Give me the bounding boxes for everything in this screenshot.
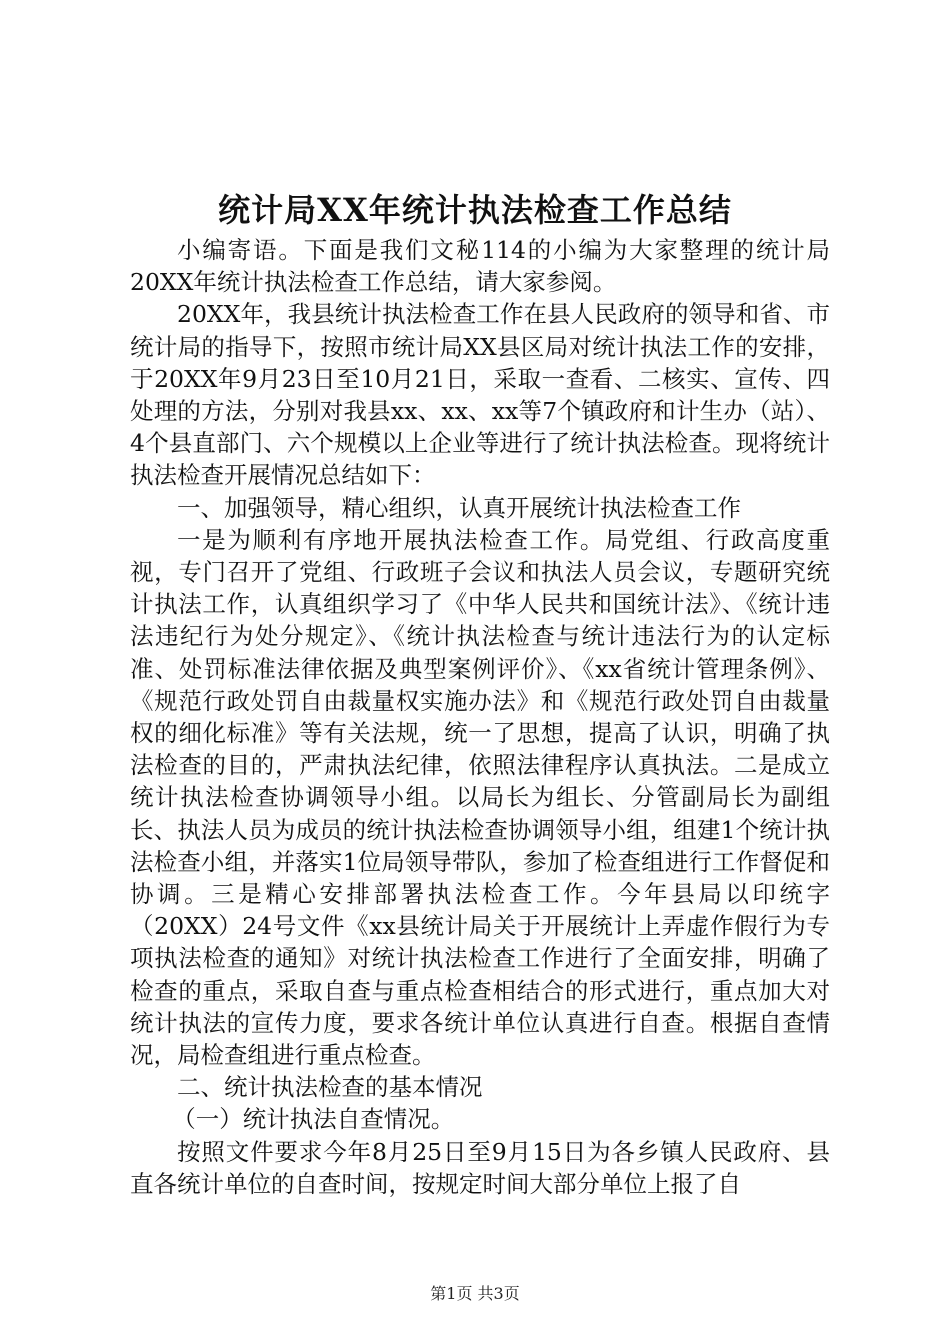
section-heading-1: 一、加强领导，精心组织，认真开展统计执法检查工作 <box>177 493 741 522</box>
paragraph-overview: 20XX年，我县统计执法检查工作在县人民政府的领导和省、市统计局的指导下，按照市统计局XX县区局对统计执法工作的安排，于20XX年9月23日至10月21日，采取一查看、二核实、宣传、四处理的方法，分别对我县xx、xx、xx等7个镇政府和计生办（站）、4个县直部门、六个规模以上企业等进行了统计执法检查。现将统计执法检查开展情况总结如下： <box>130 300 830 490</box>
document-body <box>130 234 830 1200</box>
paragraph-intro: 小编寄语。下面是我们文秘114的小编为大家整理的统计局20XX年统计执法检查工作总结，请大家参阅。 <box>130 236 830 297</box>
page-footer: 第1页 共3页 <box>430 1284 520 1303</box>
document-title: 统计局XX年统计执法检查工作总结 <box>218 191 732 229</box>
section-heading-2: 二、统计执法检查的基本情况 <box>177 1073 483 1102</box>
subsection-heading-1: （一）统计执法自查情况。 <box>172 1105 455 1134</box>
paragraph-subsection-1: 按照文件要求今年8月25日至9月15日为各乡镇人民政府、县直各统计单位的自查时间，按规定时间大部分单位上报了自 <box>130 1137 830 1198</box>
paragraph-section-1: 一是为顺利有序地开展执法检查工作。局党组、行政高度重视，专门召开了党组、行政班子会议和执法人员会议，专题研究统计执法工作，认真组织学习了《中华人民共和国统计法》、《统计违法违纪行为处分规定》、《统计执法检查与统计违法行为的认定标准、处罚标准法律依据及典型案例评价》、《xx省统计管理条例》、《规范行政处罚自由裁量权实施办法》和《规范行政处罚自由裁量权的细化标准》等有关法规，统一了思想，提高了认识，明确了执法检查的目的，严肃执法纪律，依照法律程序认真执法。二是成立统计执法检查协调领导小组。以局长为组长、分管副局长为副组长、执法人员为成员的统计执法检查协调领导小组，组建1个统计执法检查小组，并落实1位局领导带队，参加了检查组进行工作督促和协调。三是精心安排部署执法检查工作。今年县局以印统字（20XX）24号文件《xx县统计局关于开展统计上弄虚作假行为专项执法检查的通知》对统计执法检查工作进行了全面安排，明确了检查的重点，采取自查与重点检查相结合的形式进行，重点加大对统计执法的宣传力度，要求各统计单位认真进行自查。根据自查情况，局检查组进行重点检查。 <box>130 525 830 1070</box>
